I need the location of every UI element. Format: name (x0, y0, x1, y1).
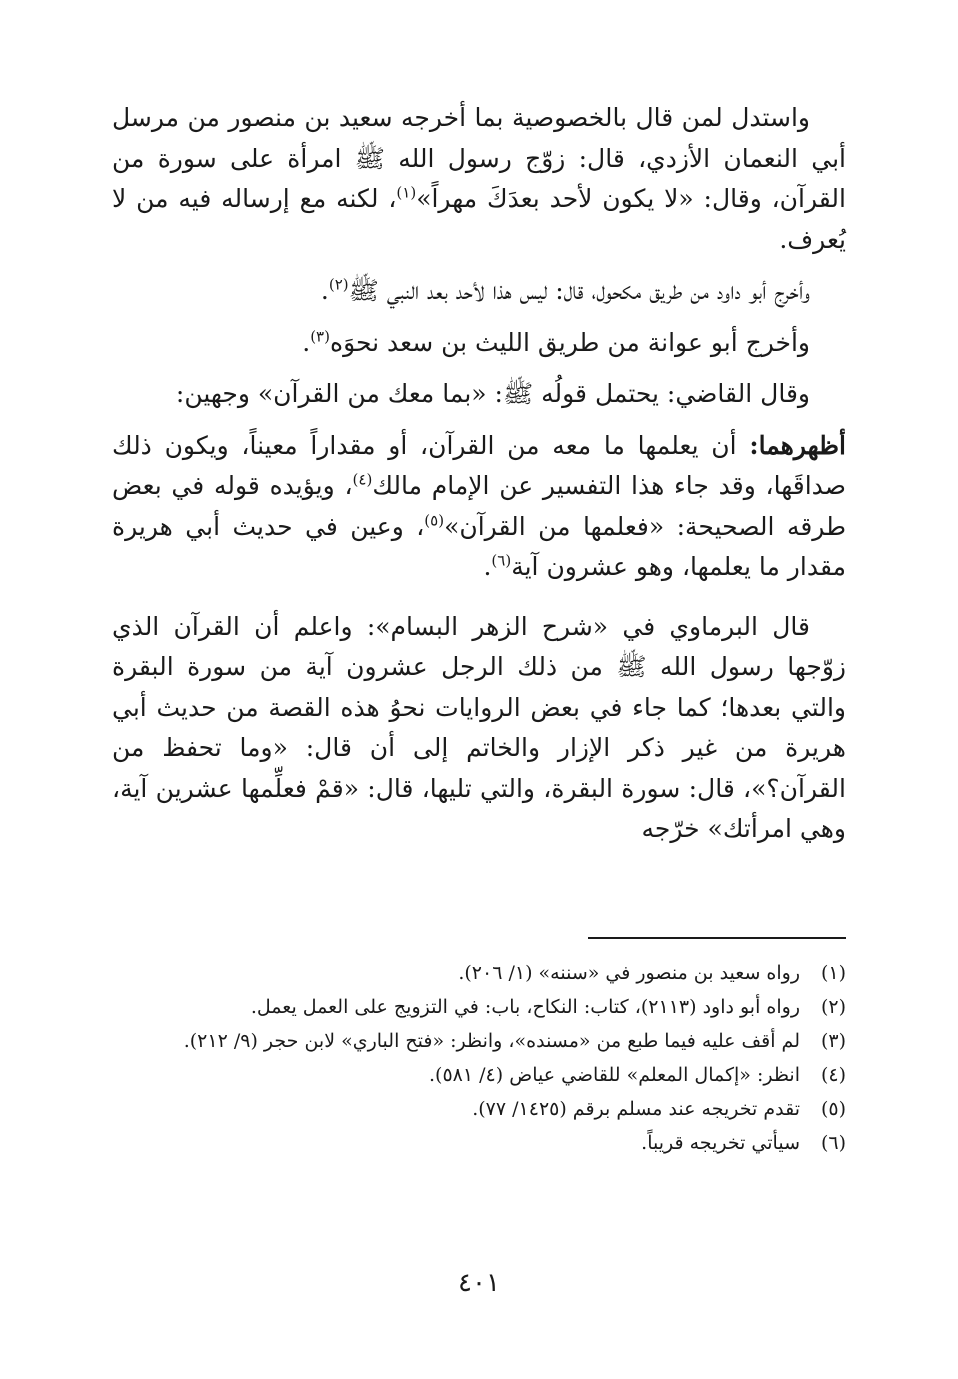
footnotes (112, 958, 846, 1162)
footnote-ref: (٦) (491, 551, 512, 570)
footnote-text: سيأتي تخريجه قريباً. (641, 1132, 800, 1154)
footnote-text: لم أقف عليه فيما طبع من «مسنده»، وانظر: «فتح الباري» لابن حجر (٩/ ٢١٢). (183, 1030, 800, 1052)
paragraph-3 (112, 323, 846, 364)
footnote-ref: (١) (396, 183, 417, 202)
paragraph-text: وأخرج أبو عوانة من طريق الليث بن سعد نحوَه (329, 327, 810, 357)
footnote-text: رواه سعيد بن منصور في «سننه» (١/ ٢٠٦). (458, 962, 800, 984)
paragraph-text: واستدل لمن قال بالخصوصية بما أخرجه سعيد بن منصور من مرسل أبي النعمان الأزدي، قال: زوّج رسول الله ﷺ امرأة على سورة من القرآن، وقال: «لا يكون لأحد بعدَكَ مهراً» (112, 103, 846, 213)
paragraph-text: قال البرماوي في «شرح الزهر البسام»: واعلم أن القرآن الذي زوّجها رسول الله ﷺ من ذلك الرجل عشرون آية من سورة البقرة والتي بعدها؛ كما جاء في بعض الروايات نحوُ هذه القصة من حديث أبي هريرة من غير ذكر الإزار والخاتم إلى أن قال: «وما تحفظ من القرآن؟»، قال: سورة البقرة، والتي تليها، قال: «قمْ فعلِّمها عشرين آية، وهي امرأتك» خرّجه (112, 611, 846, 843)
paragraph-text: أن يعلمها ما معه من القرآن، أو مقداراً معيناً، ويكون ذلك صداقَها، وقد جاء هذا التفسير عن الإمام مالك (112, 430, 846, 500)
paragraph-text: وقال القاضي: يحتمل قولُه ﷺ: «بما معك من القرآن» وجهين: (175, 379, 810, 408)
footnote-text: انظر: «إكمال المعلم» للقاضي عياض (٤/ ٥٨١). (429, 1064, 800, 1086)
footnote-ref: (٤) (352, 470, 373, 489)
footnote-text: رواه أبو داود (٢١١٣)، كتاب: النكاح، باب: في التزويج على العمل يعمل. (250, 996, 800, 1018)
paragraph-text: . (320, 276, 329, 305)
footnote-item (112, 1128, 846, 1158)
main-text (112, 98, 846, 850)
paragraph-lead: أظهرهما: (749, 430, 846, 460)
footnote-ref: (٣) (310, 327, 330, 346)
footnote-item (112, 1060, 846, 1090)
paragraph-text: ، وعين في حديث أبي هريرة مقدار ما يعلمها، وهو عشرون آية (112, 511, 846, 581)
footnote-divider (588, 937, 846, 939)
paragraph-5 (112, 426, 846, 588)
footnote-number: (٦) (820, 1132, 846, 1154)
paragraph-text: ، لكنه مع إرساله فيه من لا يُعرف. (112, 184, 846, 254)
footnote-number: (٤) (820, 1064, 846, 1086)
footnote-number: (٢) (820, 996, 846, 1018)
paragraph-6 (112, 607, 846, 850)
paragraph-1 (112, 98, 846, 260)
footnote-number: (١) (820, 962, 846, 984)
footnote-ref: (٢) (328, 275, 349, 294)
footnote-item (112, 958, 846, 988)
paragraph-text: وأخرج أبو داود من طريق مكحول، قال: ليس هذا لأحد بعد النبي ﷺ (348, 276, 810, 305)
paragraph-text: . (483, 552, 492, 581)
footnote-ref: (٥) (424, 511, 445, 530)
footnote-number: (٥) (820, 1098, 846, 1120)
page-number: ٤٠١ (458, 1268, 500, 1298)
footnote-item (112, 992, 846, 1022)
footnote-number: (٣) (820, 1030, 846, 1052)
paragraph-text: ، ويؤيده قوله في بعض طرقه الصحيحة: «فعلمها من القرآن» (112, 471, 846, 541)
paragraph-4 (112, 374, 846, 415)
footnote-text: تقدم تخريجه عند مسلم برقم (١٤٢٥/ ٧٧). (472, 1098, 800, 1120)
paragraph-2 (112, 271, 846, 312)
paragraph-text: . (302, 327, 311, 357)
footnote-item (112, 1026, 846, 1056)
footnote-item (112, 1094, 846, 1124)
